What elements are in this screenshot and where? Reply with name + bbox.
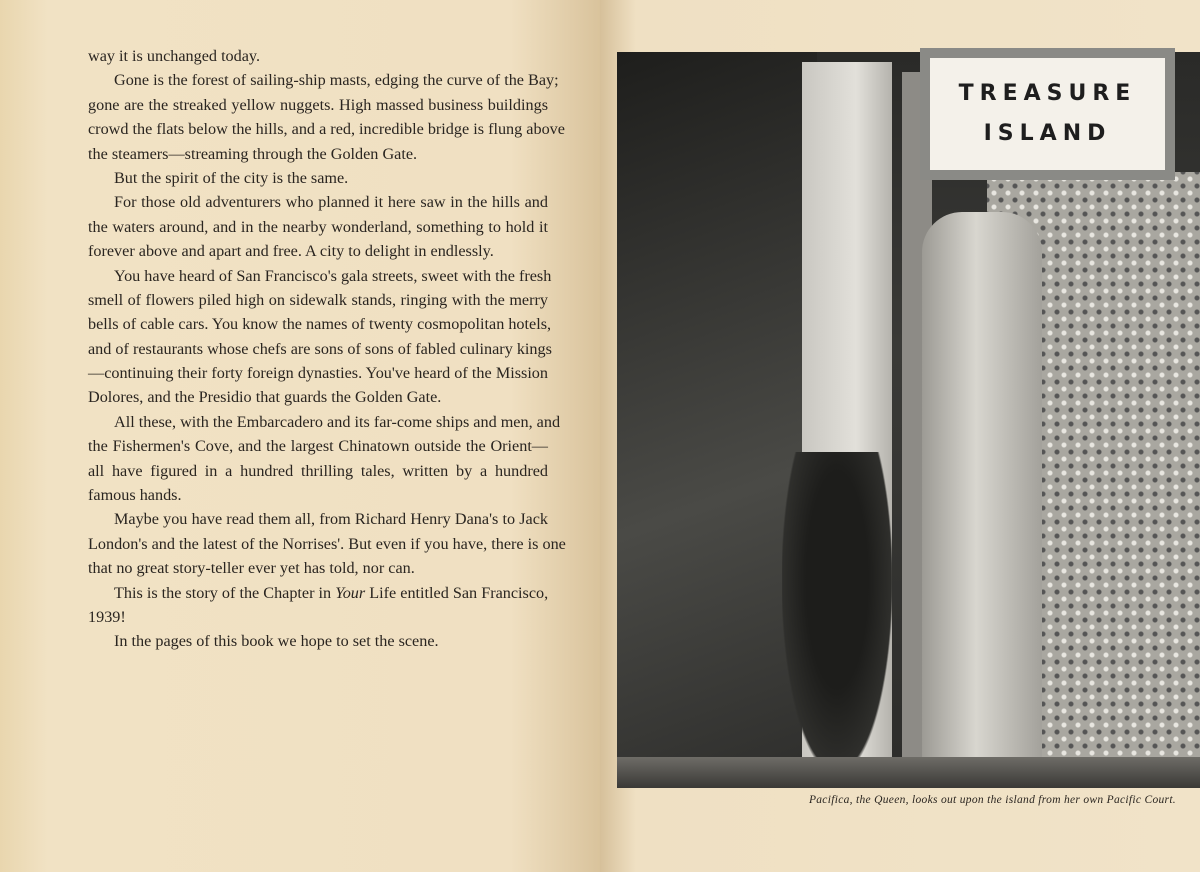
text-line: forever above and apart and free. A city to delight in endlessly. <box>88 242 494 261</box>
text-line: 1939! <box>88 607 126 626</box>
photo-statue <box>922 212 1042 772</box>
text-line: gone are the streaked yellow nuggets. High massed business buildings <box>88 95 548 114</box>
text-line: All these, with the Embarcadero and its far-come ships and men, and <box>114 412 561 431</box>
text-line: Dolores, and the Presidio that guards the Golden Gate. <box>88 388 442 407</box>
text-line: Maybe you have read them all, from Richard Henry Dana's to Jack <box>114 510 548 529</box>
text-line: But the spirit of the city is the same. <box>114 168 349 187</box>
text-line: —continuing their forty foreign dynasties. You've heard of the Mission <box>88 364 548 383</box>
text-line: and of restaurants whose chefs are sons of sons of fabled culinary kings <box>88 339 552 358</box>
body-text <box>88 44 566 654</box>
title-line-2: ISLAND <box>983 121 1112 146</box>
text-line: the steamers—streaming through the Golden Gate. <box>88 144 418 163</box>
title-box <box>920 48 1175 180</box>
text-line: London's and the latest of the Norrises'. But even if you have, there is one <box>88 534 566 553</box>
text-line: crowd the flats below the hills, and a red, incredible bridge is flung above <box>88 120 565 139</box>
text-line: This is the story of the Chapter in Your Life entitled San Francisco, <box>114 583 549 602</box>
text-line: famous hands. <box>88 486 182 505</box>
text-line: that no great story-teller ever yet has told, nor can. <box>88 559 415 578</box>
text-line: the Fishermen's Cove, and the largest Chinatown outside the Orient— <box>88 437 548 456</box>
photo-tree <box>782 452 892 772</box>
text-line: smell of flowers piled high on sidewalk stands, ringing with the merry <box>88 290 548 309</box>
text-line: In the pages of this book we hope to set the scene. <box>114 632 439 651</box>
photo-ground <box>617 757 1200 788</box>
text-line: For those old adventurers who planned it here saw in the hills and <box>114 193 548 212</box>
title-line-1: TREASURE <box>958 81 1137 106</box>
text-line: all have figured in a hundred thrilling tales, written by a hundred <box>88 461 548 480</box>
photo-caption: Pacifica, the Queen, looks out upon the island from her own Pacific Court. <box>808 794 1176 806</box>
text-line: Gone is the forest of sailing-ship masts, edging the curve of the Bay; <box>114 71 559 90</box>
text-line: You have heard of San Francisco's gala streets, sweet with the fresh <box>114 266 552 285</box>
text-line: the waters around, and in the nearby wonderland, something to hold it <box>88 217 548 236</box>
text-line: bells of cable cars. You know the names of twenty cosmopolitan hotels, <box>88 315 552 334</box>
text-line: way it is unchanged today. <box>88 47 261 65</box>
